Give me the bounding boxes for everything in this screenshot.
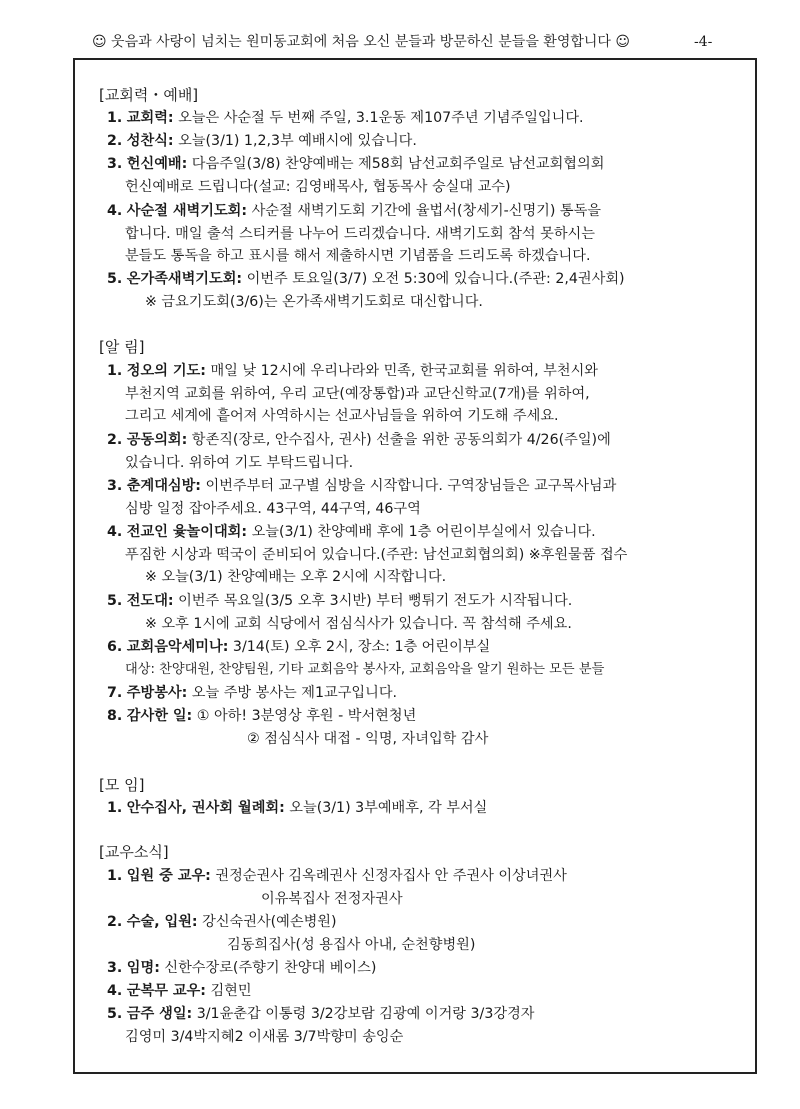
item-line: 합니다. 매일 출석 스티커를 나누어 드리겠습니다. 새벽기도회 참석 못하시는 xyxy=(125,225,595,242)
item-number: 8. xyxy=(107,708,123,724)
item-heading: 안수집사, 권사회 월례회: xyxy=(126,800,285,816)
item-number: 2. xyxy=(107,914,123,930)
meeting-item-1 xyxy=(107,797,737,820)
item-number: 1. xyxy=(107,868,123,884)
item-heading: 주방봉사: xyxy=(126,685,188,701)
item-line: 다음주일(3/8) 찬양예배는 제58회 남선교회주일로 남선교회협의회 xyxy=(191,156,605,172)
item-line: 김동희집사(성 용집사 아내, 순천향병원) xyxy=(227,936,476,953)
item-line: 이번주 목요일(3/5 오후 3시반) 부터 뻥튀기 전도가 시작됩니다. xyxy=(178,593,573,609)
item-heading: 춘계대심방: xyxy=(126,478,201,494)
item-number: 1. xyxy=(107,110,123,126)
item-heading: 헌신예배: xyxy=(126,156,188,172)
item-line: 헌신예배로 드립니다(설교: 김영배목사, 협동목사 숭실대 교수) xyxy=(125,178,511,195)
item-line: 오늘은 사순절 두 번째 주일, 3.1운동 제107주년 기념주일입니다. xyxy=(178,110,584,126)
item-number: 4. xyxy=(107,983,123,999)
item-line: 강신숙권사(예손병원) xyxy=(202,914,337,930)
member-item-3 xyxy=(107,957,737,980)
item-number: 5. xyxy=(107,271,123,287)
item-line: 대상: 찬양대원, 찬양팀원, 기타 교회음악 봉사자, 교회음악을 알기 원하는 모든 분들 xyxy=(125,661,605,677)
section-title-members: [교우소식] xyxy=(99,843,169,861)
worship-item-4 xyxy=(107,200,737,268)
section-title-meetings: [모 임] xyxy=(99,776,145,794)
item-number: 1. xyxy=(107,800,123,816)
item-number: 7. xyxy=(107,685,123,701)
header-welcome-text: ☺ 웃음과 사랑이 넘치는 원미동교회에 처음 오신 분들과 방문하신 분들을 환영합니다 ☺ xyxy=(92,34,630,50)
item-line: 3/14(토) 오후 2시, 장소: 1층 어린이부실 xyxy=(232,639,491,655)
member-item-1 xyxy=(107,865,737,910)
item-heading: 정오의 기도: xyxy=(126,363,206,379)
item-line: 김영미 3/4박지혜2 이새롬 3/7박향미 송잉순 xyxy=(125,1028,404,1045)
section-title-worship: [교회력・예배] xyxy=(99,86,199,104)
item-line: 이번주부터 교구별 심방을 시작합니다. 구역장님들은 교구목사님과 xyxy=(205,478,617,494)
item-heading: 임명: xyxy=(126,960,160,976)
member-item-4 xyxy=(107,980,737,1003)
worship-item-3 xyxy=(107,153,737,198)
item-line: 심방 일정 잡아주세요. 43구역, 44구역, 46구역 xyxy=(125,500,421,517)
item-line: 그리고 세계에 흩어져 사역하시는 선교사님들을 위하여 기도해 주세요. xyxy=(125,408,559,425)
notice-item-5 xyxy=(107,590,737,635)
member-item-5 xyxy=(107,1003,737,1048)
item-number: 5. xyxy=(107,1006,123,1022)
notice-item-6 xyxy=(107,636,737,681)
item-line: ① 아하! 3분영상 후원 - 박서현청년 xyxy=(196,708,417,724)
item-heading: 수술, 입원: xyxy=(126,914,198,930)
item-number: 6. xyxy=(107,639,123,655)
notice-item-8 xyxy=(107,705,737,750)
item-heading: 감사한 일: xyxy=(126,708,193,724)
item-number: 4. xyxy=(107,524,123,540)
item-heading: 전도대: xyxy=(126,593,174,609)
item-line: 오늘 주방 봉사는 제1교구입니다. xyxy=(191,685,398,701)
item-line: 푸짐한 시상과 떡국이 준비되어 있습니다.(주관: 남선교회협의회) ※후원물품 접수 xyxy=(125,546,628,563)
bulletin-frame xyxy=(73,58,757,1074)
item-line: ※ 오후 1시에 교회 식당에서 점심식사가 있습니다. 꼭 참석해 주세요. xyxy=(145,615,572,632)
notice-item-7 xyxy=(107,682,737,705)
item-line: ※ 오늘(3/1) 찬양예배는 오후 2시에 시작합니다. xyxy=(145,569,447,586)
item-number: 1. xyxy=(107,363,123,379)
item-heading: 성찬식: xyxy=(126,133,174,149)
page-header xyxy=(92,30,752,54)
item-heading: 사순절 새벽기도회: xyxy=(126,203,248,219)
item-number: 4. xyxy=(107,203,123,219)
worship-item-5 xyxy=(107,268,737,313)
item-line: 오늘(3/1) 1,2,3부 예배시에 있습니다. xyxy=(178,133,417,149)
item-line: 분들도 통독을 하고 표시를 해서 제출하시면 기념품을 드리도록 하겠습니다. xyxy=(125,248,591,265)
worship-item-2 xyxy=(107,130,737,153)
item-line: 3/1윤춘갑 이통령 3/2강보람 김광예 이거랑 3/3강경자 xyxy=(196,1006,535,1022)
notice-item-1 xyxy=(107,360,737,428)
item-heading: 온가족새벽기도회: xyxy=(126,271,243,287)
item-line: 김현민 xyxy=(210,983,252,999)
item-heading: 공동의회: xyxy=(126,432,188,448)
notice-item-3 xyxy=(107,475,737,520)
section-title-notices: [알 림] xyxy=(99,338,145,356)
member-item-2 xyxy=(107,911,737,956)
item-line: 오늘(3/1) 찬양예배 후에 1층 어린이부실에서 있습니다. xyxy=(251,524,596,540)
item-line: 이번주 토요일(3/7) 오전 5:30에 있습니다.(주관: 2,4권사회) xyxy=(246,271,625,287)
item-number: 3. xyxy=(107,156,123,172)
worship-item-1 xyxy=(107,107,737,130)
item-number: 2. xyxy=(107,133,123,149)
item-number: 3. xyxy=(107,478,123,494)
item-line: 오늘(3/1) 3부예배후, 각 부서실 xyxy=(289,800,488,816)
item-line: 있습니다. 위하여 기도 부탁드립니다. xyxy=(125,454,354,471)
item-heading: 입원 중 교우: xyxy=(126,868,211,884)
item-line: 사순절 새벽기도회 기간에 율법서(창세기-신명기) 통독을 xyxy=(251,203,602,219)
item-number: 5. xyxy=(107,593,123,609)
item-heading: 금주 생일: xyxy=(126,1006,193,1022)
item-number: 3. xyxy=(107,960,123,976)
item-heading: 군복무 교우: xyxy=(126,983,206,999)
item-line: ② 점심식사 대접 - 익명, 자녀입학 감사 xyxy=(247,730,489,747)
item-line: ※ 금요기도회(3/6)는 온가족새벽기도회로 대신합니다. xyxy=(145,293,483,310)
item-heading: 교회음악세미나: xyxy=(126,639,229,655)
item-line: 권정순권사 김옥례권사 신정자집사 안 주권사 이상녀권사 xyxy=(215,868,567,884)
item-heading: 전교인 윷놀이대회: xyxy=(126,524,248,540)
item-number: 2. xyxy=(107,432,123,448)
page-number: -4- xyxy=(694,34,713,50)
item-line: 매일 낮 12시에 우리나라와 민족, 한국교회를 위하여, 부천시와 xyxy=(210,363,599,379)
notice-item-4 xyxy=(107,521,737,589)
item-line: 항존직(장로, 안수집사, 권사) 선출을 위한 공동의회가 4/26(주일)에 xyxy=(191,432,611,448)
item-line: 신한수장로(주향기 찬양대 베이스) xyxy=(164,960,377,976)
item-line: 이유복집사 전정자권사 xyxy=(261,890,403,907)
item-line: 부천지역 교회를 위하여, 우리 교단(예장통합)과 교단신학교(7개)를 위하여, xyxy=(125,385,590,402)
notice-item-2 xyxy=(107,429,737,474)
item-heading: 교회력: xyxy=(126,110,174,126)
